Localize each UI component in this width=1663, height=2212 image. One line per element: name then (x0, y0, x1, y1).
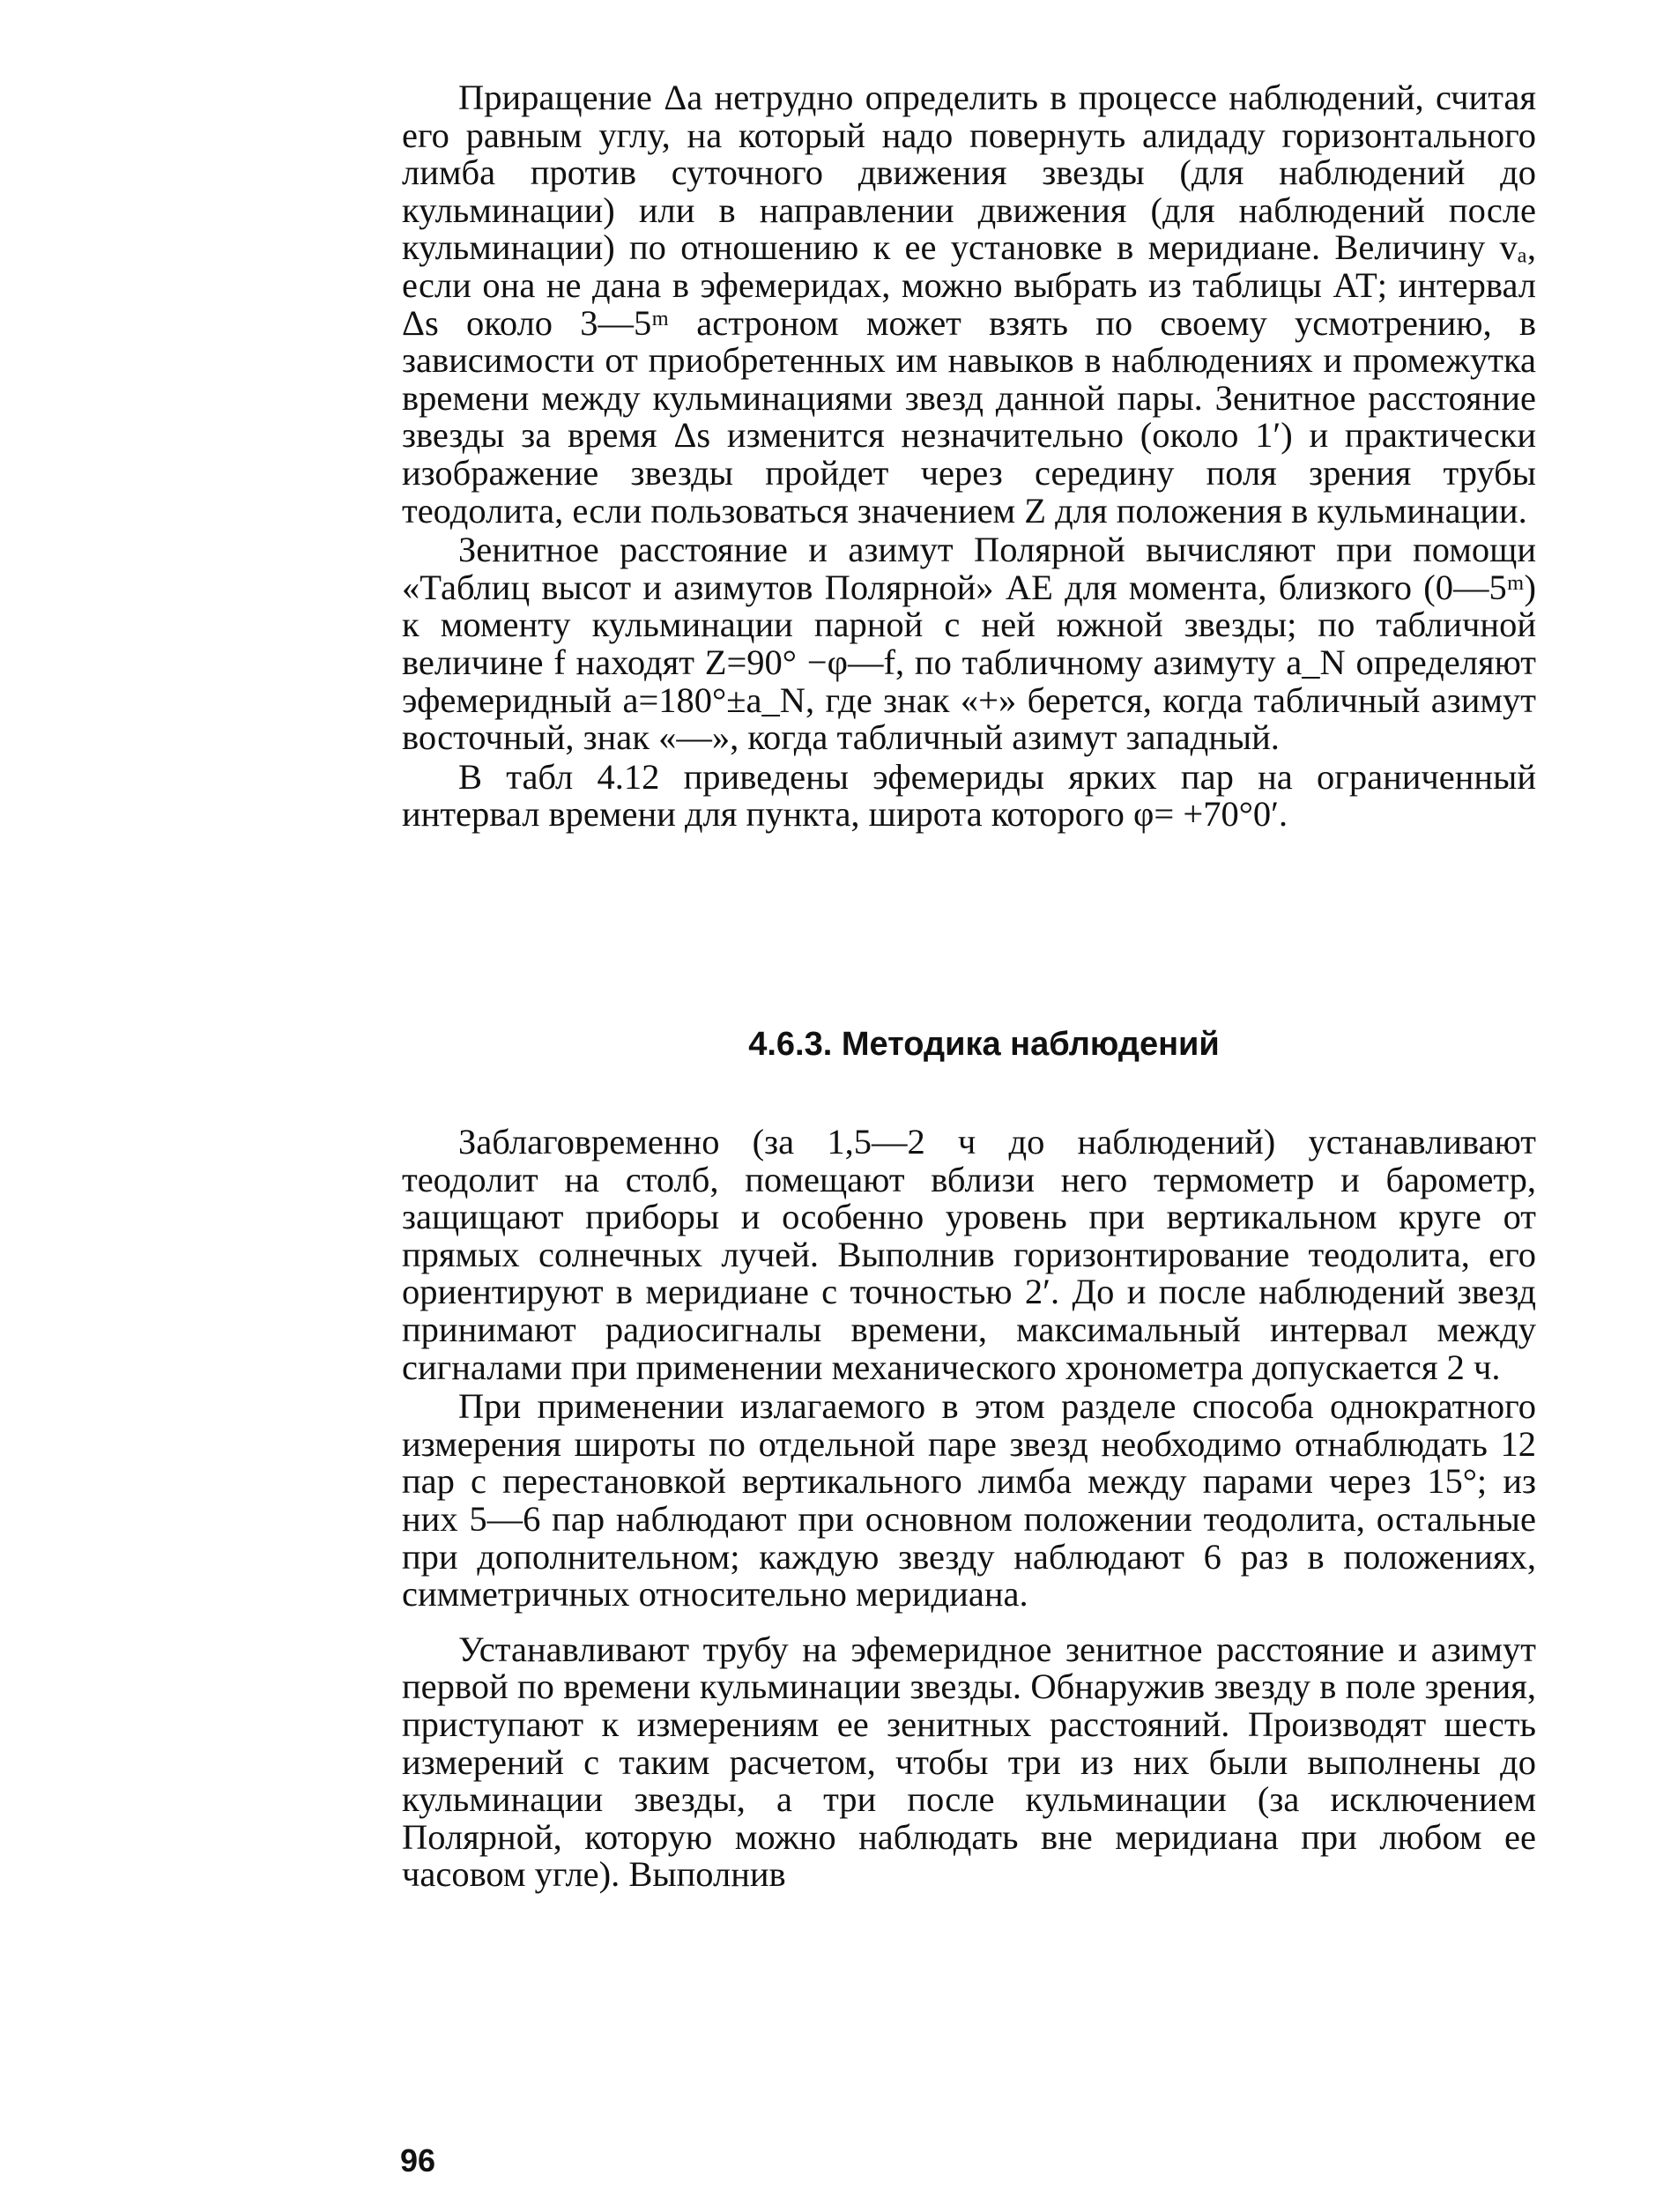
paragraph: В табл 4.12 приведены эфемериды ярких пар на ограниченный интервал времени для пункта, широта которого φ= +70°0′. (402, 756, 1536, 835)
paragraph: Приращение Δa нетрудно определить в процессе наблюдений, считая его равным углу, на который надо повернуть алидаду горизонтального лимба против суточного движения звезды (для наблюдений до кульминации) или в направлении движения (для наблюдений после кульминации) по отношению к ее установке в меридиане. Величину vₐ, если она не дана в эфемеридах, можно выбрать из таблицы АТ; интервал Δs около 3—5ᵐ астроном может взять по своему усмотрению, в зависимости от приобретенных им навыков в наблюдениях и промежутка времени между кульминациями звезд данной пары. Зенитное расстояние звезды за время Δs изменится незначительно (около 1′) и практически изображение звезды пройдет через середину поля зрения трубы теодолита, если пользоваться значением Z для положения в кульминации. (402, 78, 1536, 531)
paragraph: Зенитное расстояние и азимут Полярной вычисляют при помощи «Таблиц высот и азимутов Полярной» АЕ для момента, близкого (0—5ᵐ) к моменту кульминации парной с ней южной звезды; по табличной величине f находят Z=90° −φ—f, по табличному азимуту a_N определяют эфемеридный a=180°±a_N, где знак «+» берется, когда табличный азимут восточный, знак «—», когда табличный азимут западный. (402, 530, 1536, 758)
text-block-after-heading (402, 1124, 1536, 1894)
paragraph: При применении излагаемого в этом разделе способа однократного измерения широты по отдельной паре звезд необходимо отнаблюдать 12 пар с перестановкой вертикального лимба между парами через 15°; из них 5—6 пар наблюдают при основном положении теодолита, остальные при дополнительном; каждую звезду наблюдают 6 раз в положениях, симметричных относительно меридиана. (402, 1386, 1536, 1614)
page-number: 96 (400, 2142, 436, 2179)
paragraph: Устанавливают трубу на эфемеридное зенитное расстояние и азимут первой по времени кульминации звезды. Обнаружив звезду в поле зрения, приступают к измерениям ее зенитных расстояний. Производят шесть измерений с таким расчетом, чтобы три из них были выполнены до кульминации звезды, а три после кульминации (за исключением Полярной, которую можно наблюдать вне меридиана при любом ее часовом угле). Выполнив (402, 1629, 1536, 1895)
text-block-before-heading (402, 79, 1536, 834)
section-heading: 4.6.3. Методика наблюдений (748, 1026, 1220, 1063)
paragraph: Заблаговременно (за 1,5—2 ч до наблюдений) устанавливают теодолит на столб, помещают вблизи него термометр и барометр, защищают приборы и особенно уровень при вертикальном круге от прямых солнечных лучей. Выполнив горизонтирование теодолита, его ориентируют в меридиане с точностью 2′. До и после наблюдений звезд принимают радиосигналы времени, максимальный интервал между сигналами при применении механического хронометра допускается 2 ч. (402, 1122, 1536, 1387)
